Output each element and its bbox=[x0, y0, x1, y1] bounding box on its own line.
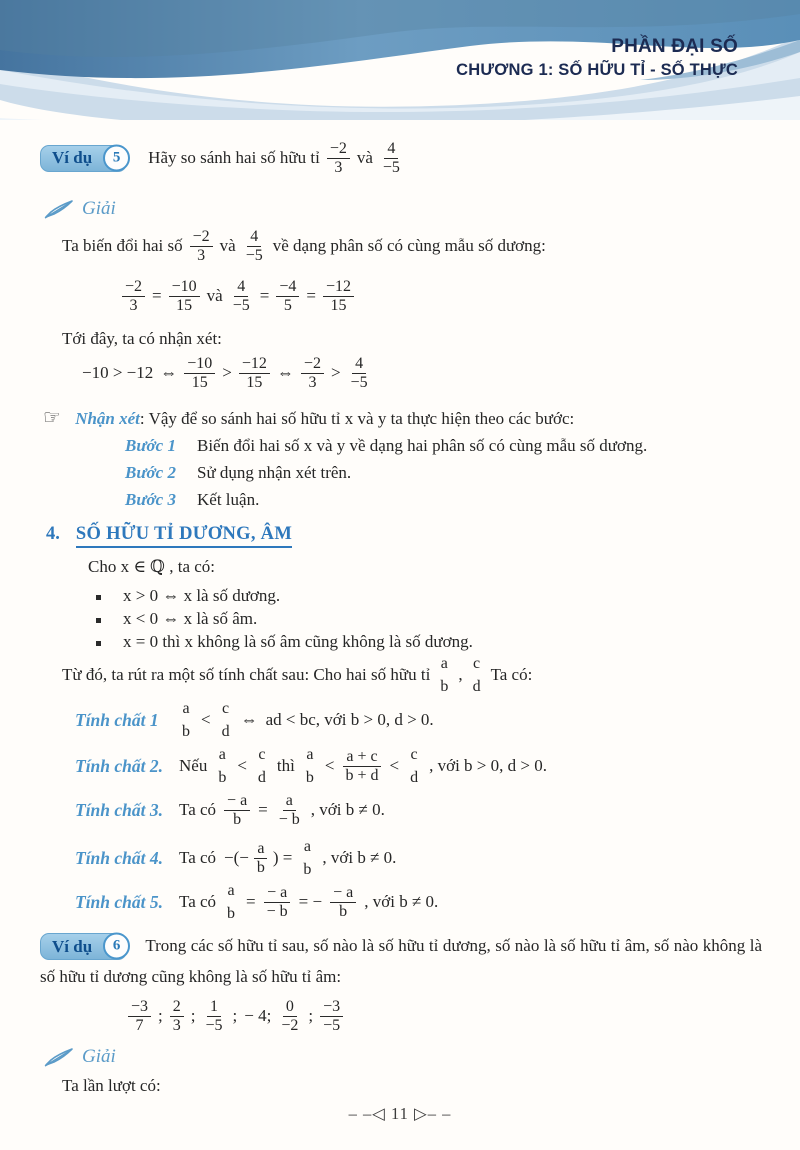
fraction-denominator: d bbox=[221, 722, 230, 740]
fraction bbox=[301, 355, 324, 392]
fraction-numerator: 4 bbox=[234, 278, 248, 297]
text: và bbox=[219, 236, 236, 256]
badge-number: 5 bbox=[103, 145, 130, 172]
property-label: Tính chất 5. bbox=[75, 891, 164, 912]
section-intro bbox=[88, 557, 215, 577]
conjunction: và bbox=[206, 286, 223, 306]
fraction bbox=[437, 655, 451, 696]
text: Từ đó, ta rút ra một số tính chất sau: Cho hai số hữu tỉ bbox=[62, 665, 431, 685]
fraction bbox=[330, 884, 356, 921]
less-sign: < bbox=[201, 710, 211, 730]
solution-label: Giải bbox=[82, 1046, 116, 1067]
fraction-denominator: d bbox=[257, 768, 266, 786]
section-number: 4. bbox=[46, 524, 60, 544]
fraction-denominator: −2 bbox=[281, 1016, 299, 1034]
fraction-numerator: −3 bbox=[128, 998, 151, 1017]
step-label: Bước 1 bbox=[125, 436, 176, 455]
fraction-denominator: b bbox=[233, 810, 242, 828]
property-label: Tính chất 4. bbox=[75, 847, 164, 868]
fraction-numerator: c bbox=[473, 655, 481, 672]
equals-sign: = bbox=[152, 286, 162, 306]
property-label: Tính chất 2. bbox=[75, 755, 164, 776]
fraction bbox=[380, 140, 403, 177]
fraction-numerator: −3 bbox=[320, 998, 343, 1017]
equals-minus: = − bbox=[298, 892, 323, 912]
example-5-row bbox=[40, 140, 403, 177]
fraction-denominator: 7 bbox=[135, 1016, 144, 1034]
equals-sign: = bbox=[259, 286, 270, 306]
solution-heading bbox=[44, 1046, 116, 1068]
fraction bbox=[239, 355, 270, 392]
header-chapter-title: CHƯƠNG 1: SỐ HỮU TỈ - SỐ THỰC bbox=[456, 61, 738, 79]
fraction bbox=[303, 746, 317, 787]
fraction-numerator: a bbox=[218, 746, 226, 763]
square-bullet-icon bbox=[96, 595, 101, 600]
fraction-denominator: 15 bbox=[176, 296, 193, 314]
fraction-denominator: b bbox=[305, 768, 314, 786]
fraction-denominator: b bbox=[440, 677, 449, 695]
fraction bbox=[215, 746, 229, 787]
text: , với b ≠ 0. bbox=[364, 892, 439, 912]
solution-label: Giải bbox=[82, 198, 116, 219]
fraction-denominator: − b bbox=[278, 810, 300, 828]
fraction-numerator: − a bbox=[330, 884, 356, 903]
fraction-denominator: 3 bbox=[129, 296, 138, 314]
fraction bbox=[184, 355, 215, 392]
fraction-denominator: − b bbox=[266, 902, 288, 920]
bullet-item bbox=[96, 586, 280, 606]
fraction-numerator: 2 bbox=[170, 998, 184, 1017]
example-5-prompt: Hãy so sánh hai số hữu tỉ bbox=[148, 148, 320, 168]
text: Ta có bbox=[179, 892, 217, 912]
iff-sign: ⇔ bbox=[160, 363, 178, 383]
fraction bbox=[224, 792, 250, 829]
example-6-badge bbox=[40, 933, 127, 960]
text: Tới đây, ta có nhận xét: bbox=[62, 329, 222, 348]
fraction bbox=[243, 228, 266, 265]
pointing-hand-icon: ☞ bbox=[43, 405, 61, 429]
separator: ; bbox=[190, 1006, 196, 1026]
open-paren: −(− bbox=[224, 848, 249, 868]
fraction bbox=[407, 746, 421, 787]
step-label: Bước 3 bbox=[125, 490, 176, 509]
bullet-text: x > 0 ⇔ x là số dương. bbox=[123, 586, 281, 605]
equals-sign: = bbox=[306, 286, 316, 306]
fraction-denominator: b bbox=[182, 722, 190, 740]
fraction-numerator: 1 bbox=[207, 998, 221, 1017]
fraction-numerator: −12 bbox=[323, 278, 354, 297]
fraction-denominator: b bbox=[218, 768, 227, 786]
paragraph bbox=[62, 228, 546, 265]
separator: ; bbox=[308, 1006, 314, 1026]
fraction-numerator: a bbox=[303, 838, 311, 855]
bullet-text: x < 0 ⇔ x là số âm. bbox=[123, 609, 258, 628]
less-sign: < bbox=[324, 756, 335, 776]
square-bullet-icon bbox=[96, 641, 101, 646]
fraction-numerator: a bbox=[182, 700, 190, 717]
fraction-denominator: d bbox=[472, 677, 481, 695]
step-text: Biến đổi hai số x và y về dạng hai phân số có cùng mẫu số dương. bbox=[197, 436, 648, 455]
fraction-denominator: 3 bbox=[197, 246, 206, 264]
fraction bbox=[190, 228, 213, 265]
example-5-badge bbox=[40, 145, 127, 172]
fraction bbox=[122, 278, 145, 315]
fraction-numerator: − a bbox=[224, 792, 250, 811]
text: ad < bc, với b > 0, d > 0. bbox=[265, 710, 434, 730]
text: Ta có: bbox=[490, 665, 533, 685]
number-list bbox=[128, 998, 343, 1035]
example-6-prompt: Trong các số hữu tỉ sau, số nào là số hữu tỉ dương, số nào là số hữu tỉ âm, số nào không là số hữu tỉ dương cũng không là số hữu tỉ âm: bbox=[40, 936, 762, 986]
page-number: – –◁ 11 ▷– – bbox=[348, 1104, 452, 1123]
fraction-denominator: 15 bbox=[246, 373, 263, 391]
fraction-denominator: 3 bbox=[308, 373, 317, 391]
step-text: Sử dụng nhận xét trên. bbox=[197, 463, 352, 482]
iff-sign: ⇔ bbox=[276, 363, 294, 383]
property-row bbox=[75, 746, 547, 787]
separator: ; bbox=[232, 1006, 238, 1026]
fraction-numerator: a bbox=[254, 840, 267, 859]
fraction bbox=[255, 746, 269, 787]
fraction bbox=[320, 998, 343, 1035]
fraction-numerator: a bbox=[227, 882, 235, 899]
page-header bbox=[0, 0, 800, 120]
badge-label: Ví dụ bbox=[52, 148, 93, 168]
fraction-denominator: b bbox=[227, 904, 236, 922]
pen-icon bbox=[44, 1047, 74, 1067]
badge-number: 6 bbox=[103, 933, 130, 960]
text: −10 > −12 bbox=[82, 363, 154, 383]
property-row bbox=[75, 792, 385, 829]
iff-sign: ⇔ bbox=[240, 710, 258, 730]
fraction-denominator: b + d bbox=[345, 766, 379, 784]
equals-sign: = bbox=[246, 892, 256, 912]
property-label: Tính chất 3. bbox=[75, 799, 164, 820]
fraction bbox=[323, 278, 354, 315]
fraction bbox=[179, 700, 193, 741]
step-row bbox=[125, 436, 647, 456]
fraction bbox=[224, 882, 238, 923]
step-label: Bước 2 bbox=[125, 463, 176, 482]
property-row bbox=[75, 882, 438, 923]
paragraph bbox=[62, 329, 222, 349]
badge-label: Ví dụ bbox=[52, 936, 93, 956]
less-sign: < bbox=[389, 756, 400, 776]
fraction bbox=[327, 140, 350, 177]
fraction-numerator: −2 bbox=[190, 228, 213, 247]
fraction-numerator: − a bbox=[264, 884, 290, 903]
fraction bbox=[342, 748, 381, 785]
fraction-denominator: −5 bbox=[323, 1016, 341, 1034]
text: về dạng phân số có cùng mẫu số dương: bbox=[272, 236, 546, 256]
greater-sign: > bbox=[330, 363, 341, 383]
text: thì bbox=[276, 756, 295, 776]
fraction-denominator: −5 bbox=[205, 1016, 223, 1034]
text: , với b ≠ 0. bbox=[322, 848, 397, 868]
fraction-denominator: 3 bbox=[172, 1016, 181, 1034]
solution-heading bbox=[44, 198, 116, 220]
fraction-numerator: c bbox=[258, 746, 266, 763]
text: , với b ≠ 0. bbox=[310, 800, 385, 820]
fraction-denominator: 5 bbox=[283, 296, 292, 314]
fraction-numerator: 4 bbox=[247, 228, 261, 247]
separator: ; bbox=[158, 1006, 163, 1026]
fraction-denominator: −5 bbox=[382, 158, 400, 176]
remark-row bbox=[43, 405, 574, 429]
fraction-numerator: 4 bbox=[384, 140, 398, 159]
fraction bbox=[203, 998, 226, 1035]
text: Ta biến đổi hai số bbox=[62, 236, 183, 256]
fraction-numerator: −10 bbox=[169, 278, 200, 297]
conjunction: và bbox=[356, 148, 373, 168]
remark-label: Nhận xét bbox=[75, 409, 140, 428]
property-label: Tính chất 1 bbox=[75, 709, 159, 730]
greater-sign: > bbox=[222, 363, 232, 383]
fraction-numerator: −2 bbox=[327, 140, 350, 159]
fraction-numerator: 0 bbox=[283, 998, 297, 1017]
property-row bbox=[75, 700, 434, 741]
text: Nếu bbox=[179, 756, 208, 776]
integer-item: − 4; bbox=[244, 1006, 272, 1026]
comma: , bbox=[458, 665, 463, 685]
fraction-numerator: a bbox=[440, 655, 448, 672]
fraction bbox=[276, 792, 303, 829]
fraction-numerator: a + c bbox=[343, 748, 380, 767]
fraction-denominator: −5 bbox=[232, 296, 250, 314]
equals-sign: = bbox=[258, 800, 268, 820]
fraction-denominator: b bbox=[303, 860, 312, 878]
fraction bbox=[348, 355, 371, 392]
fraction-numerator: −10 bbox=[184, 355, 215, 374]
remark-text: Vậy để so sánh hai số hữu tỉ x và y ta thực hiện theo các bước: bbox=[148, 409, 575, 428]
text: Ta có bbox=[179, 848, 217, 868]
header-part-title: PHẦN ĐẠI SỐ bbox=[611, 36, 738, 57]
fraction bbox=[276, 278, 299, 315]
fraction-denominator: 15 bbox=[191, 373, 208, 391]
fraction-numerator: −2 bbox=[122, 278, 145, 297]
fraction-numerator: c bbox=[222, 700, 230, 717]
bullet-item bbox=[96, 609, 257, 629]
fraction bbox=[219, 700, 233, 741]
fraction-denominator: d bbox=[410, 768, 419, 786]
close-paren: ) = bbox=[272, 848, 293, 868]
fraction-numerator: −2 bbox=[301, 355, 324, 374]
property-row bbox=[75, 838, 396, 879]
text: Ta có bbox=[179, 800, 217, 820]
fraction-numerator: −4 bbox=[276, 278, 299, 297]
fraction bbox=[264, 884, 291, 921]
pen-icon bbox=[44, 199, 74, 219]
less-sign: < bbox=[237, 756, 247, 776]
fraction-numerator: a bbox=[306, 746, 314, 763]
fraction bbox=[230, 278, 253, 315]
fraction-denominator: −5 bbox=[245, 246, 263, 264]
fraction bbox=[170, 998, 184, 1035]
fraction bbox=[128, 998, 151, 1035]
step-row bbox=[125, 463, 351, 483]
fraction-denominator: 3 bbox=[334, 158, 343, 176]
square-bullet-icon bbox=[96, 618, 101, 623]
fraction bbox=[300, 838, 314, 879]
equation-2 bbox=[82, 355, 371, 392]
text: Ta lần lượt có: bbox=[62, 1076, 161, 1095]
paragraph bbox=[62, 1076, 161, 1096]
paragraph bbox=[62, 655, 532, 696]
fraction-numerator: −12 bbox=[239, 355, 270, 374]
fraction-denominator: 15 bbox=[330, 296, 347, 314]
bullet-text: x = 0 thì x không là số âm cũng không là số dương. bbox=[123, 632, 473, 651]
step-text: Kết luận. bbox=[197, 490, 260, 509]
fraction bbox=[278, 998, 301, 1035]
fraction bbox=[169, 278, 200, 315]
text: Cho x ∈ ℚ , ta có: bbox=[88, 557, 216, 576]
example-6-row bbox=[40, 930, 762, 992]
colon: : bbox=[139, 409, 145, 428]
fraction bbox=[470, 655, 484, 696]
text: , với b > 0, d > 0. bbox=[429, 756, 547, 776]
fraction-denominator: b bbox=[256, 858, 265, 876]
bullet-item bbox=[96, 632, 473, 652]
section-heading bbox=[46, 524, 292, 548]
fraction-numerator: 4 bbox=[352, 355, 366, 374]
fraction bbox=[254, 840, 268, 877]
fraction-denominator: −5 bbox=[350, 373, 368, 391]
fraction-numerator: a bbox=[283, 792, 296, 811]
fraction-numerator: c bbox=[410, 746, 418, 763]
equation-1 bbox=[122, 278, 354, 315]
section-title: SỐ HỮU TỈ DƯƠNG, ÂM bbox=[76, 524, 292, 548]
page-number-footer bbox=[0, 1104, 800, 1124]
step-row bbox=[125, 490, 259, 510]
fraction-denominator: b bbox=[339, 902, 348, 920]
